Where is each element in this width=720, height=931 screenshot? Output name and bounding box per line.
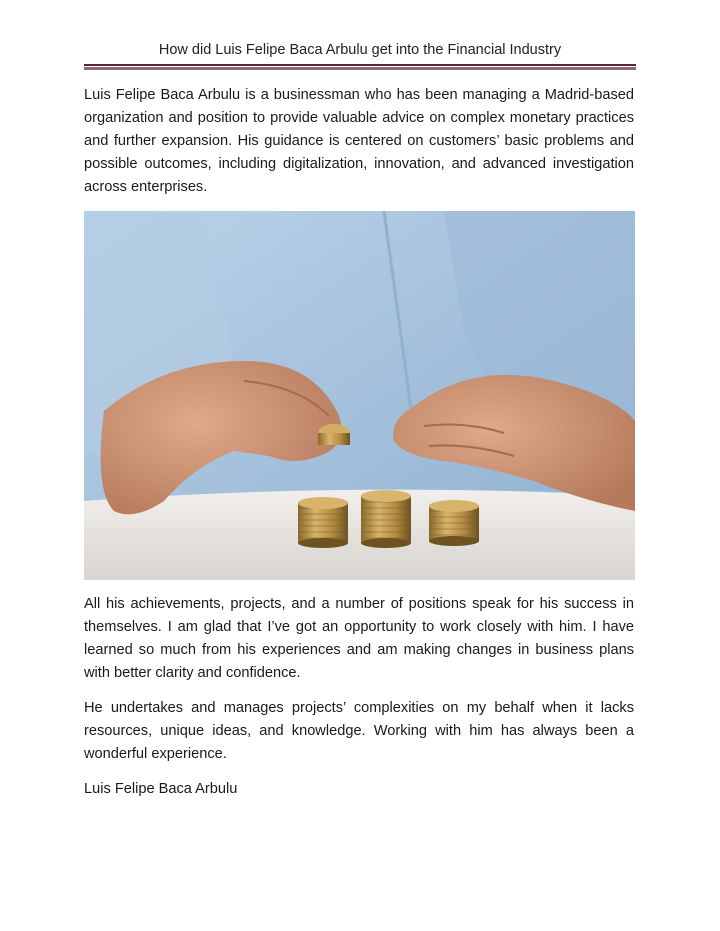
header-rule-top — [84, 64, 636, 66]
projects-paragraph: He undertakes and manages projects’ complexities on my behalf when it lacks resources, unique ideas, and knowledge. Working with him has always been a wonderful experience. — [84, 700, 634, 762]
coins-photo — [84, 211, 635, 580]
intro-paragraph: Luis Felipe Baca Arbulu is a businessman who has been managing a Madrid-based organization and position to provide valuable advice on complex monetary practices and further expansion. His guidance is centered on customers’ basic problems and possible outcomes, including digitalization, innovation, and advanced investigation across enterprises. — [84, 87, 634, 195]
page-header-title: How did Luis Felipe Baca Arbulu get into the Financial Industry — [158, 42, 562, 58]
signature-line: Luis Felipe Baca Arbulu — [84, 781, 238, 797]
achievements-paragraph: All his achievements, projects, and a number of positions speak for his success in themselves. I am glad that I’ve got an opportunity to work closely with him. I have learned so much from his experiences and am making changes in business plans with better clarity and confidence. — [84, 596, 634, 681]
header-rule-bottom — [84, 67, 636, 70]
